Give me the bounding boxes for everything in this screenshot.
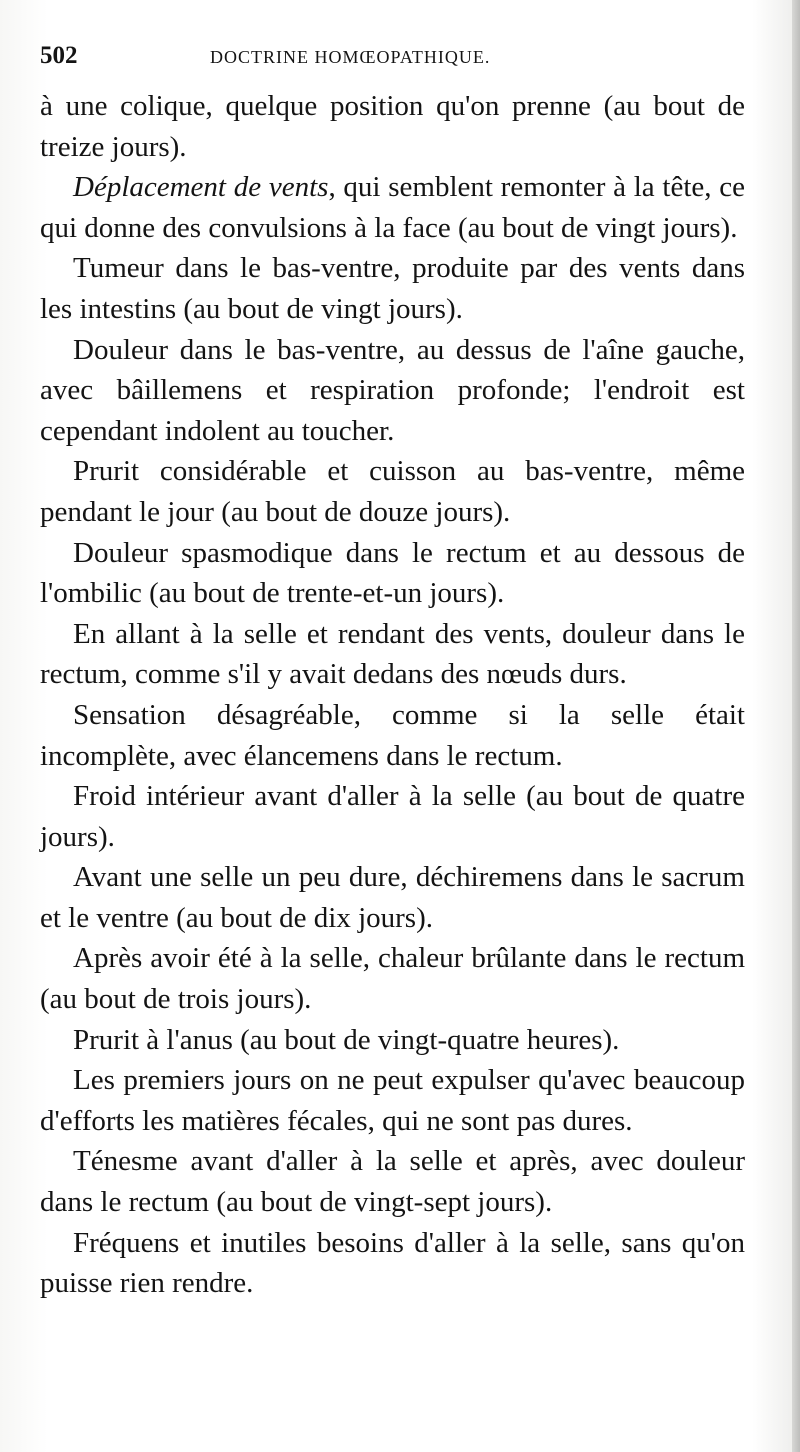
running-head: DOCTRINE HOMŒOPATHIQUE. — [210, 47, 491, 67]
paragraph: En allant à la selle et rendant des vents, douleur dans le rectum, comme s'il y avait dedans des nœuds durs. — [40, 617, 745, 691]
paragraph: Douleur spasmodique dans le rectum et au dessous de l'ombilic (au bout de trente-et-un jours). — [40, 536, 745, 610]
paragraph: Déplacement de vents, qui semblent remonter à la tête, ce qui donne des convulsions à la face (au bout de vingt jours). — [40, 171, 745, 244]
paragraph: Prurit à l'anus (au bout de vingt-quatre heures). — [73, 1023, 620, 1056]
page-number: 502 — [40, 42, 78, 69]
paragraph: Les premiers jours on ne peut expulser qu'avec beaucoup d'efforts les matières fécales, qui ne sont pas dures. — [40, 1064, 745, 1137]
page-edge-shadow — [792, 0, 800, 1452]
page-header — [40, 42, 760, 86]
paragraph: Prurit considérable et cuisson au bas-ventre, même pendant le jour (au bout de douze jours). — [40, 455, 745, 528]
paragraph: à une colique, quelque position qu'on prenne (au bout de treize jours). — [40, 90, 745, 163]
body-text — [40, 86, 745, 1304]
paragraph: Après avoir été à la selle, chaleur brûlante dans le rectum (au bout de trois jours). — [40, 942, 745, 1016]
paragraph: Sensation désagréable, comme si la selle était incomplète, avec élancemens dans le rectum. — [40, 698, 745, 772]
paragraph: Avant une selle un peu dure, déchiremens dans le sacrum et le ventre (au bout de dix jours). — [40, 861, 745, 934]
paragraph: Fréquens et inutiles besoins d'aller à la selle, sans qu'on puisse rien rendre. — [40, 1226, 745, 1300]
italic-term: Déplacement de vents — [73, 171, 329, 204]
paragraph: Tumeur dans le bas-ventre, produite par des vents dans les intestins (au bout de vingt jours). — [40, 252, 745, 325]
paragraph: Ténesme avant d'aller à la selle et après, avec douleur dans le rectum (au bout de vingt-sept jours). — [40, 1145, 745, 1219]
paragraph: Froid intérieur avant d'aller à la selle (au bout de quatre jours). — [40, 780, 745, 853]
paragraph: Douleur dans le bas-ventre, au dessus de l'aîne gauche, avec bâillemens et respiration profonde; l'endroit est cependant indolent au toucher. — [40, 333, 745, 447]
